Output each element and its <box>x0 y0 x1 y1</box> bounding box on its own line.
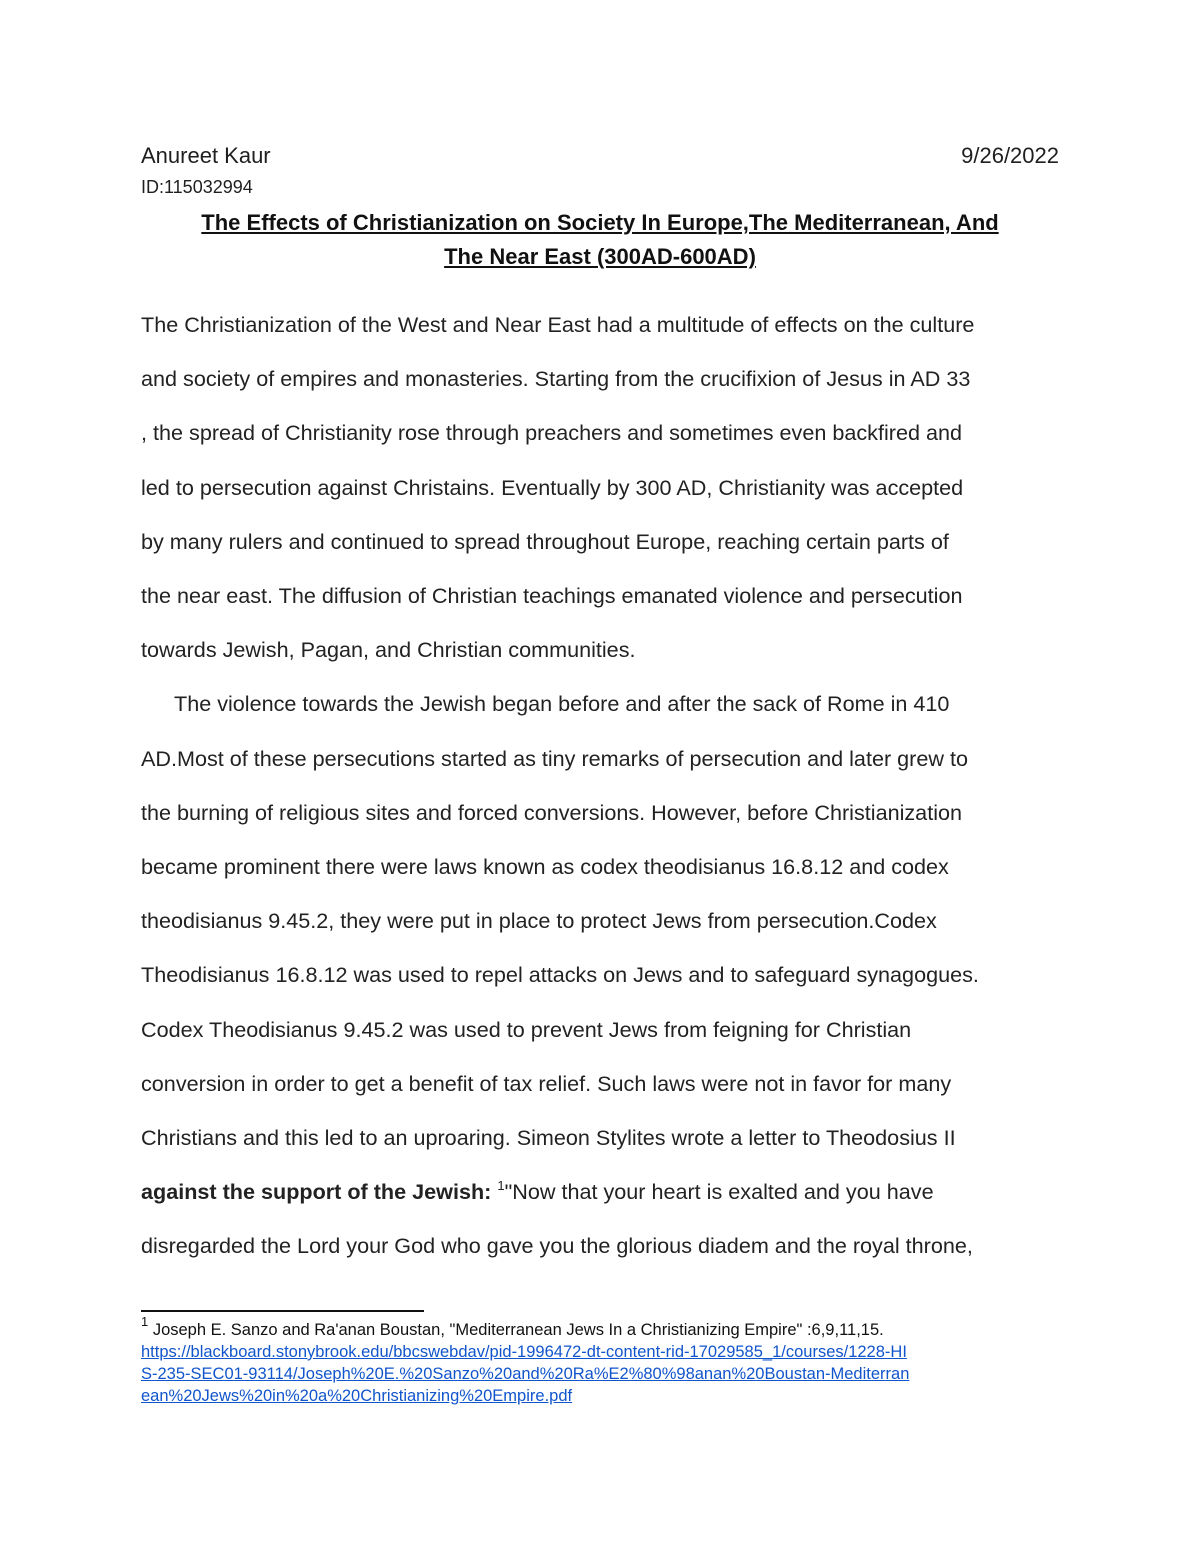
text-line: disregarded the Lord your God who gave you the glorious diadem and the royal throne, <box>141 1233 973 1259</box>
text-line: Theodisianus 16.8.12 was used to repel attacks on Jews and to safeguard synagogues. <box>141 962 979 988</box>
text-line: Codex Theodisianus 9.45.2 was used to prevent Jews from feigning for Christian <box>141 1016 912 1042</box>
text-line: The Christianization of the West and Near East had a multitude of effects on the culture <box>141 312 975 337</box>
text-line: conversion in order to get a benefit of tax relief. Such laws were not in favor for many <box>141 1070 952 1096</box>
text-line: and society of empires and monasteries. Starting from the crucifixion of Jesus in AD 33 <box>141 366 971 392</box>
text-line: theodisianus 9.45.2, they were put in place to protect Jews from persecution.Codex <box>141 908 937 934</box>
text-line: became prominent there were laws known as codex theodisianus 16.8.12 and codex <box>141 854 949 880</box>
paragraph-1 <box>141 298 1059 677</box>
header-row <box>141 143 1059 169</box>
title-line-1: The Effects of Christianization on Society In Europe,The Mediterranean, And <box>201 210 999 235</box>
essay-body <box>141 298 1059 1274</box>
footnote-text: Joseph E. Sanzo and Ra'anan Boustan, "Mediterranean Jews In a Christianizing Empire" :6,9,11,15. <box>148 1321 884 1339</box>
text-line: the near east. The diffusion of Christian teachings emanated violence and persecution <box>141 583 963 609</box>
footnote-marker: 1 <box>141 1314 149 1329</box>
text-line: led to persecution against Christains. Eventually by 300 AD, Christianity was accepted <box>141 474 964 500</box>
quote-start: "Now that your heart is exalted and you have <box>504 1179 934 1205</box>
student-id: ID:115032994 <box>141 177 253 197</box>
text-line: Christians and this led to an uproaring. Simeon Stylites wrote a letter to Theodosius II <box>141 1125 956 1151</box>
text-line: the burning of religious sites and forced conversions. However, before Christianization <box>141 799 963 825</box>
text-line: AD.Most of these persecutions started as tiny remarks of persecution and later grew to <box>141 745 968 771</box>
text-line: towards Jewish, Pagan, and Christian communities. <box>141 637 636 663</box>
footnote-link[interactable]: S-235-SEC01-93114/Joseph%20E.%20Sanzo%20and%20Ra%E2%80%98anan%20Boustan-Mediterran <box>141 1365 910 1383</box>
page-title <box>141 206 1059 274</box>
footnote-link[interactable]: https://blackboard.stonybrook.edu/bbcswebdav/pid-1996472-dt-content-rid-17029585_1/courses/1228-HI <box>141 1343 907 1361</box>
text-line: The violence towards the Jewish began before and after the sack of Rome in 410 <box>174 691 950 717</box>
paragraph-2 <box>141 677 1059 1273</box>
bold-phrase: against the support of the Jewish: <box>141 1179 498 1205</box>
author-name: Anureet Kaur <box>141 143 271 168</box>
title-line-2: The Near East (300AD-600AD) <box>444 244 756 269</box>
footnote-reference[interactable]: 1 <box>497 1178 505 1194</box>
text-line: by many rulers and continued to spread throughout Europe, reaching certain parts of <box>141 528 949 554</box>
footnote-separator <box>141 1310 424 1312</box>
footnote <box>141 1314 1059 1407</box>
footnote-citation <box>141 1314 1059 1341</box>
text-line-with-footnote <box>141 1165 1059 1219</box>
footnote-link[interactable]: ean%20Jews%20in%20a%20Christianizing%20Empire.pdf <box>141 1387 573 1405</box>
text-line: , the spread of Christianity rose through preachers and sometimes even backfired and <box>141 420 963 446</box>
document-date: 9/26/2022 <box>961 143 1059 168</box>
